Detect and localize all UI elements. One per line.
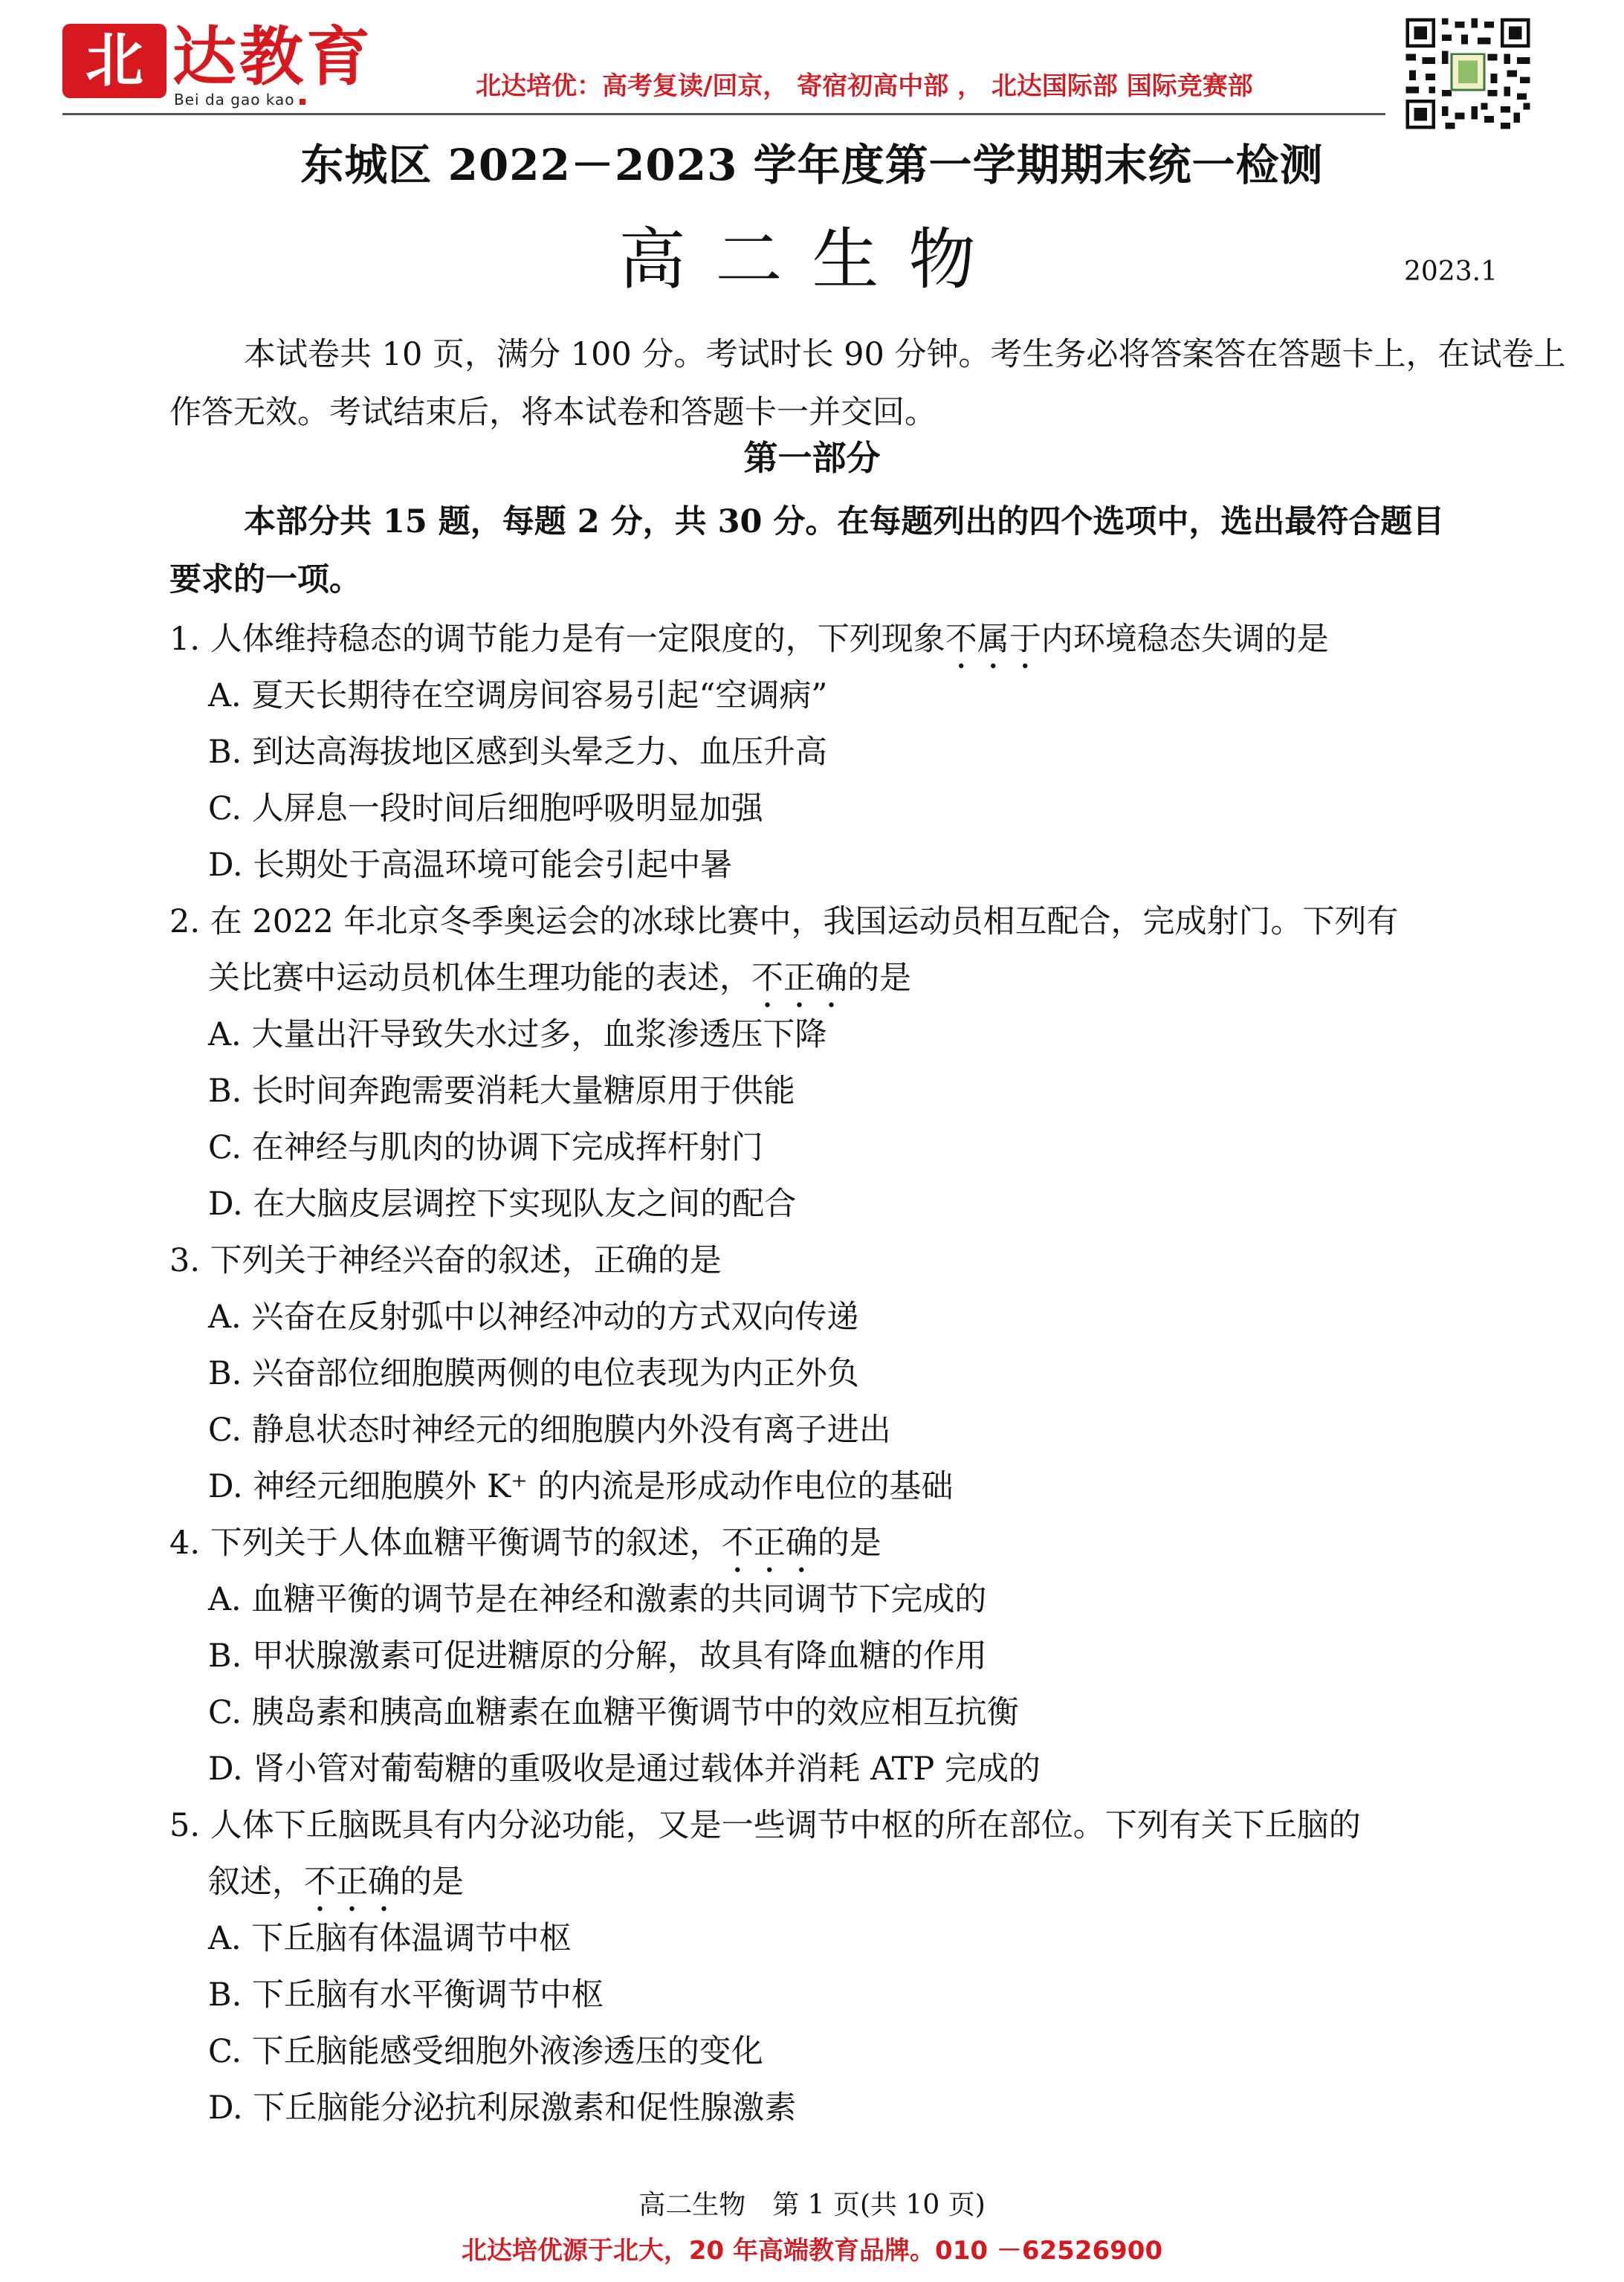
- exam-date: 2023.1: [1404, 256, 1498, 287]
- question-5-option-d: D. 下丘脑能分泌抗利尿激素和促性腺激素: [208, 2089, 797, 2127]
- brand-logo: [62, 16, 404, 113]
- question-2-option-a: A. 大量出汗导致失水过多，血浆渗透压下降: [208, 1016, 827, 1053]
- question-4-option-b: B. 甲状腺激素可促进糖原的分解，故具有降血糖的作用: [208, 1638, 987, 1675]
- question-3-stem: 3. 下列关于神经兴奋的叙述，正确的是: [169, 1242, 722, 1279]
- question-4-option-a: A. 血糖平衡的调节是在神经和激素的共同调节下完成的: [208, 1581, 987, 1618]
- question-3-option-c: C. 静息状态时神经元的细胞膜内外没有离子进出: [208, 1412, 891, 1449]
- question-1-option-a: A. 夏天长期待在空调房间容易引起“空调病”: [208, 677, 828, 714]
- question-5-stem-line2: 叙述，不正确的是: [208, 1864, 464, 1901]
- question-1-option-b: B. 到达高海拔地区感到头晕乏力、血压升高: [208, 734, 827, 771]
- question-1-stem: 1. 人体维持稳态的调节能力是有一定限度的，下列现象不属于内环境稳态失调的是: [169, 621, 1329, 658]
- question-4-option-c: C. 胰岛素和胰高血糖素在血糖平衡调节中的效应相互抗衡: [208, 1694, 1019, 1731]
- question-3-option-b: B. 兴奋部位细胞膜两侧的电位表现为内正外负: [208, 1355, 859, 1392]
- question-2-option-c: C. 在神经与肌肉的协调下完成挥杆射门: [208, 1129, 763, 1166]
- question-2-option-b: B. 长时间奔跑需要消耗大量糖原用于供能: [208, 1073, 795, 1110]
- question-5-stem-line1: 5. 人体下丘脑既具有内分泌功能，又是一些调节中枢的所在部位。下列有关下丘脑的: [169, 1807, 1361, 1844]
- emphasis-mark: 不正确: [721, 1525, 818, 1562]
- part-title: 第一部分: [743, 438, 881, 478]
- subject-title: 高二生物: [618, 221, 1006, 299]
- question-2-stem-line2: 关比赛中运动员机体生理功能的表述，不正确的是: [208, 960, 911, 997]
- question-4-option-d: D. 肾小管对葡萄糖的重吸收是通过载体并消耗 ATP 完成的: [208, 1751, 1041, 1788]
- question-5-option-c: C. 下丘脑能感受细胞外液渗透压的变化: [208, 2033, 763, 2070]
- qr-code-icon: [1402, 15, 1534, 132]
- part-instructions-line2: 要求的一项。: [169, 561, 361, 598]
- question-3-option-a: A. 兴奋在反射弧中以神经冲动的方式双向传递: [208, 1299, 859, 1336]
- question-2-option-d: D. 在大脑皮层调控下实现队友之间的配合: [208, 1186, 797, 1223]
- logo-mark: 北: [62, 24, 166, 98]
- question-1-option-c: C. 人屏息一段时间后细胞呼吸明显加强: [208, 790, 763, 827]
- question-5-option-b: B. 下丘脑有水平衡调节中枢: [208, 1976, 604, 2014]
- page-number: 高二生物 第 1 页(共 10 页): [638, 2190, 986, 2220]
- exam-title: 东城区 2022－2023 学年度第一学期期末统一检测: [300, 140, 1324, 190]
- logo-name: 达教育: [172, 20, 373, 94]
- question-1-option-d: D. 长期处于高温环境可能会引起中暑: [208, 847, 733, 884]
- question-5-option-a: A. 下丘脑有体温调节中枢: [208, 1920, 572, 1957]
- logo-pinyin: Bei da gao kao: [174, 91, 305, 109]
- exam-intro: 本试卷共 10 页，满分 100 分。考试时长 90 分钟。考生务必将答案答在答题卡上，在试卷上作答无效。考试结束后，将本试卷和答题卡一并交回。: [169, 336, 1566, 431]
- header-slogan: 北达培优：高考复读/回京， 寄宿初高中部 ， 北达国际部 国际竞赛部: [476, 71, 1253, 101]
- emphasis-mark: 不正确: [751, 960, 847, 997]
- question-4-stem: 4. 下列关于人体血糖平衡调节的叙述，不正确的是: [169, 1525, 881, 1562]
- question-2-stem-line1: 2. 在 2022 年北京冬季奥运会的冰球比赛中，我国运动员相互配合，完成射门。下列有: [169, 903, 1399, 940]
- question-3-option-d: D. 神经元细胞膜外 K⁺ 的内流是形成动作电位的基础: [208, 1468, 954, 1505]
- header-divider: [62, 113, 1385, 115]
- emphasis-mark: 不属于: [945, 621, 1041, 658]
- part-instructions-line1: 本部分共 15 题，每题 2 分，共 30 分。在每题列出的四个选项中，选出最符合题目: [244, 503, 1445, 540]
- footer-advertisement: 北达培优源于北大，20 年高端教育品牌。010 －62526900: [461, 2236, 1163, 2266]
- emphasis-mark: 不正确: [304, 1864, 400, 1901]
